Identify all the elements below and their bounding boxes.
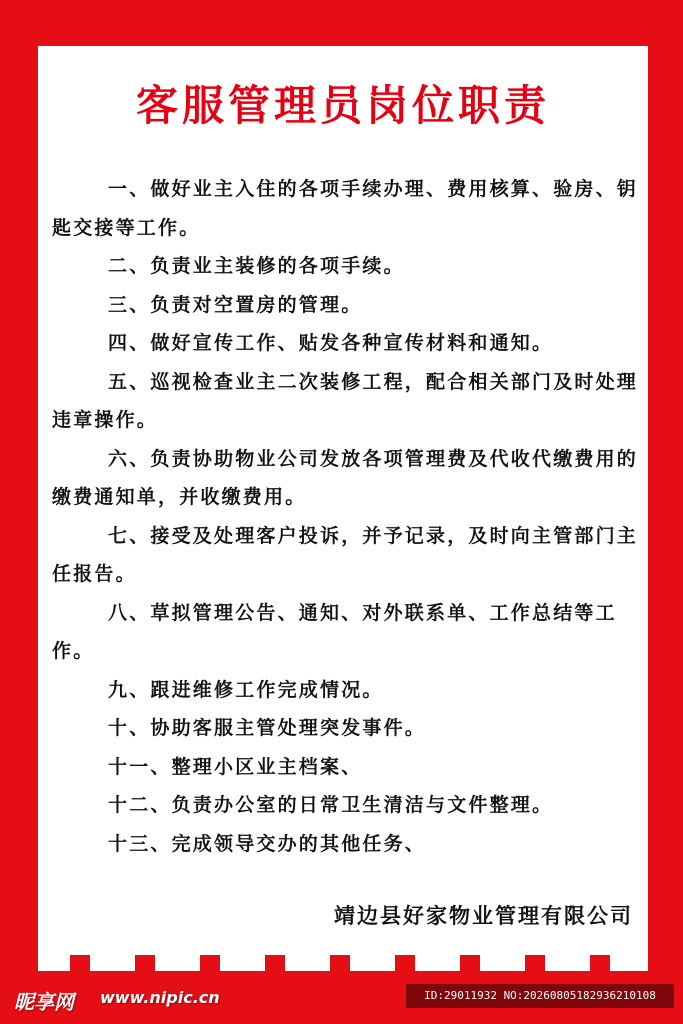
notch (330, 955, 350, 973)
duty-item-13: 十三、完成领导交办的其他任务、 (108, 832, 427, 855)
notch (525, 955, 545, 973)
watermark-url: www.nipic.cn (100, 988, 220, 1007)
duty-item-12: 十二、负责办公室的日常卫生清洁与文件整理。 (108, 794, 554, 816)
duty-item-10: 十、协助客服主管处理突发事件。 (108, 717, 427, 739)
watermark-logo: 昵享网 (14, 990, 74, 1014)
duty-item-4: 四、做好宣传工作、贴发各种宣传材料和通知。 (108, 332, 554, 354)
duty-item-3: 三、负责对空置房的管理。 (108, 293, 363, 316)
duty-list (52, 170, 638, 863)
notch (460, 955, 480, 973)
notch (395, 955, 415, 973)
duty-item-7: 七、接受及处理客户投诉，并予记录，及时向主管部门主任报告。 (52, 524, 639, 585)
notch (200, 955, 220, 973)
notch (135, 955, 155, 973)
page-title: 客服管理员岗位职责 (135, 81, 550, 130)
duty-item-1: 一、做好业主入住的各项手续办理、费用核算、验房、钥匙交接等工作。 (52, 178, 639, 239)
duty-item-8: 八、草拟管理公告、通知、对外联系单、工作总结等工作。 (52, 601, 617, 662)
duty-item-2: 二、负责业主装修的各项手续。 (108, 255, 405, 277)
duty-item-11: 十一、整理小区业主档案、 (108, 755, 363, 778)
watermark-bar (0, 976, 683, 1024)
notch (70, 955, 90, 973)
notch (265, 955, 285, 973)
duty-item-9: 九、跟进维修工作完成情况。 (108, 678, 384, 701)
company-name: 靖边县好家物业管理有限公司 (334, 904, 633, 928)
panel-bottom-notches (38, 955, 648, 973)
notch (590, 955, 610, 973)
watermark-id: ID:29011932 NO:20260805182936210108 (406, 984, 674, 1008)
duty-item-5: 五、巡视检查业主二次装修工程，配合相关部门及时处理违章操作。 (52, 370, 639, 431)
duty-item-6: 六、负责协助物业公司发放各项管理费及代收代缴费用的缴费通知单，并收缴费用。 (52, 447, 639, 508)
